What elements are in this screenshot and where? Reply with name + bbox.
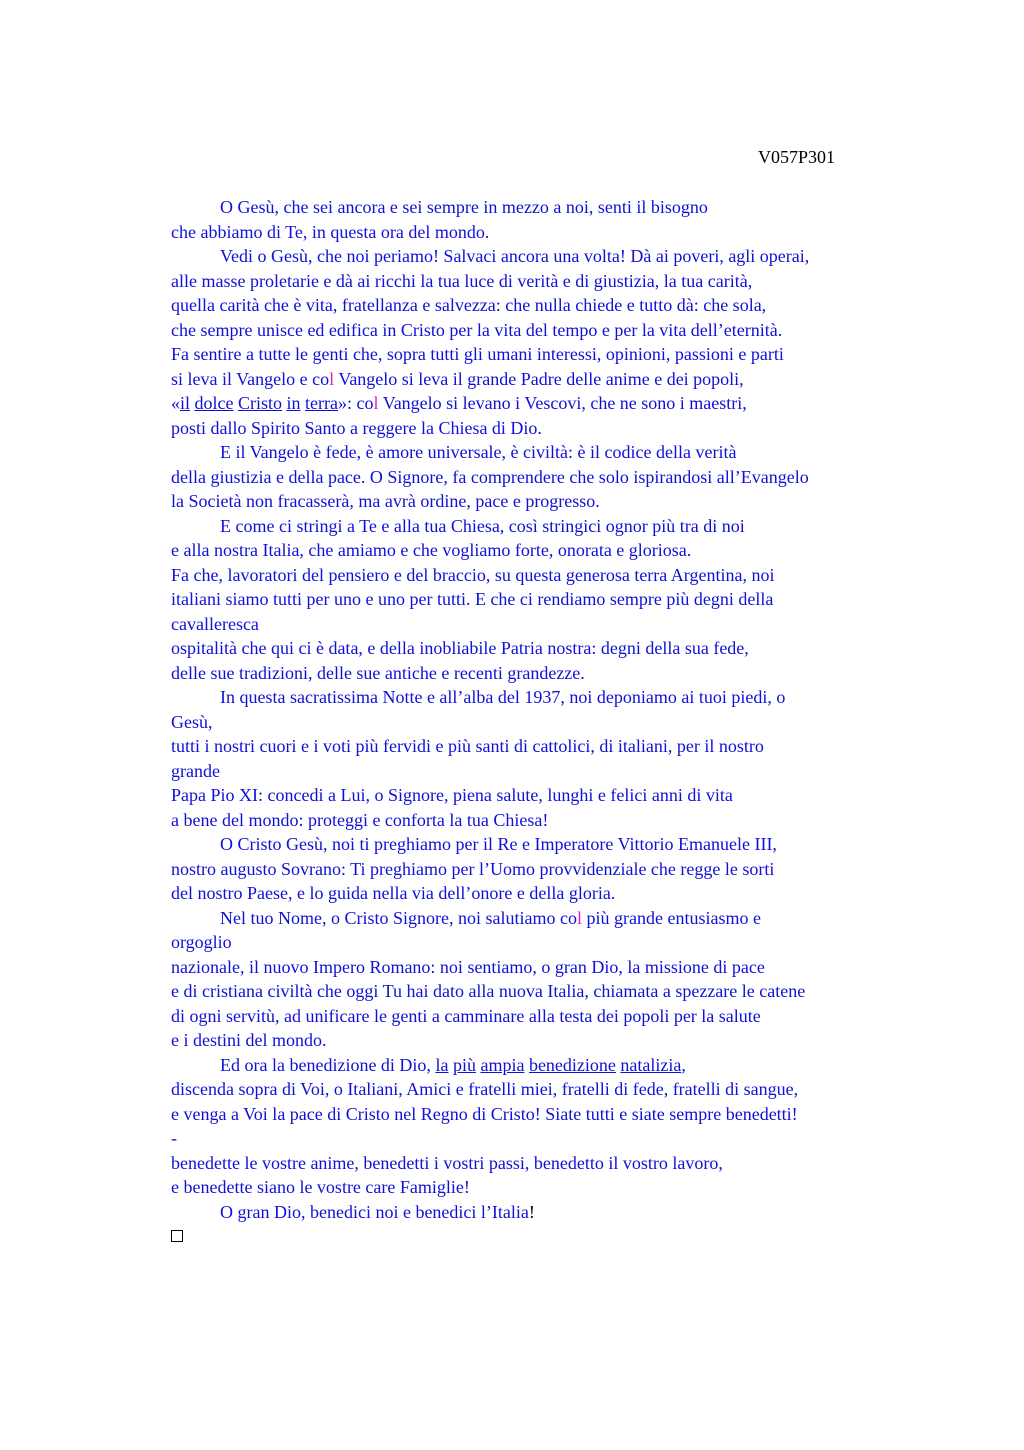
- text-line: Fa sentire a tutte le genti che, sopra tutti gli umani interessi, opinioni, passioni e parti: [171, 344, 784, 364]
- text-line: Fa che, lavoratori del pensiero e del braccio, su questa generosa terra Argentina, noi: [171, 564, 775, 585]
- text-segment: Ed ora la benedizione di Dio,: [220, 1054, 436, 1075]
- text-line: Gesù,: [171, 711, 213, 732]
- text-line: e i destini del mondo.: [171, 1030, 327, 1050]
- text-line: della giustizia e della pace. O Signore, fa comprendere che solo ispirandosi all’Evangelo: [171, 466, 809, 487]
- text-segment: O gran Dio, benedici noi e benedici l’Italia: [220, 1201, 529, 1222]
- text-line: del nostro Paese, e lo guida nella via dell’onore e della gloria.: [171, 883, 616, 903]
- text-line: che abbiamo di Te, in questa ora del mondo.: [171, 221, 490, 242]
- text-line: alle masse proletarie e dà ai ricchi la tua luce di verità e di giustizia, la tua carità,: [171, 270, 753, 291]
- text-line: [171, 1200, 931, 1225]
- text-line: a bene del mondo: proteggi e conforta la tua Chiesa!: [171, 809, 549, 830]
- text-line: grande: [171, 760, 220, 781]
- highlighted-letter: l: [576, 907, 582, 928]
- text-line: e venga a Voi la pace di Cristo nel Regno di Cristo! Siate tutti e siate sempre benedetti!: [171, 1103, 798, 1124]
- underlined-word: terra: [305, 393, 338, 413]
- text-line: che sempre unisce ed edifica in Cristo per la vita del tempo e per la vita dell’eternità.: [171, 319, 783, 340]
- underlined-word: ampia: [480, 1054, 525, 1075]
- text-line: Papa Pio XI: concedi a Lui, o Signore, piena salute, lunghi e felici anni di vita: [171, 785, 733, 805]
- end-box-line: [171, 1224, 931, 1249]
- text-line: O Cristo Gesù, noi ti preghiamo per il Re e Imperatore Vittorio Emanuele III,: [220, 834, 777, 854]
- text-line: delle sue tradizioni, delle sue antiche e recenti grandezze.: [171, 662, 585, 683]
- text-segment: più grande entusiasmo e: [581, 907, 761, 928]
- text-line: e di cristiana civiltà che oggi Tu hai dato alla nuova Italia, chiamata a spezzare le catene: [171, 981, 806, 1001]
- underlined-word: dolce: [194, 393, 234, 413]
- text-line: tutti i nostri cuori e i voti più fervidi e più santi di cattolici, di italiani, per il nostro: [171, 736, 764, 756]
- text-line: e alla nostra Italia, che amiamo e che vogliamo forte, onorata e gloriosa.: [171, 540, 692, 560]
- prayer-text: [171, 195, 931, 1249]
- text-line: nostro augusto Sovrano: Ti preghiamo per l’Uomo provvidenziale che regge le sorti: [171, 858, 775, 879]
- text-line: [171, 906, 931, 931]
- text-line: orgoglio: [171, 932, 232, 952]
- underlined-word: la: [435, 1054, 449, 1075]
- text-segment: «: [171, 393, 180, 413]
- underlined-word: Cristo: [238, 393, 283, 413]
- text-line: In questa sacratissima Notte e all’alba del 1937, noi deponiamo ai tuoi piedi, o: [220, 687, 786, 707]
- text-line: [171, 1053, 931, 1078]
- text-line: Vedi o Gesù, che noi periamo! Salvaci ancora una volta! Dà ai poveri, agli operai,: [220, 246, 810, 266]
- underlined-word: più: [452, 1054, 476, 1075]
- text-line: la Società non fracasserà, ma avrà ordine, pace e progresso.: [171, 491, 600, 511]
- text-segment: »: co: [338, 393, 374, 413]
- text-line: italiani siamo tutti per uno e uno per tutti. E che ci rendiamo sempre più degni della: [171, 589, 774, 609]
- highlighted-letter: l: [329, 368, 335, 389]
- text-line: E come ci stringi a Te e alla tua Chiesa, così stringici ognor più tra di noi: [220, 515, 745, 536]
- text-line: O Gesù, che sei ancora e sei sempre in mezzo a noi, senti il bisogno: [220, 197, 708, 217]
- text-line: [171, 367, 931, 392]
- text-line: benedette le vostre anime, benedetti i vostri passi, benedetto il vostro lavoro,: [171, 1152, 723, 1173]
- text-line: [171, 391, 931, 416]
- text-line: -: [171, 1128, 177, 1148]
- text-line: quella carità che è vita, fratellanza e salvezza: che nulla chiede e tutto dà: che sola,: [171, 295, 767, 315]
- text-line: E il Vangelo è fede, è amore universale, è civiltà: è il codice della verità: [220, 442, 737, 462]
- text-line: ospitalità che qui ci è data, e della inobliabile Patria nostra: degni della sua fede,: [171, 638, 749, 658]
- underlined-word: in: [286, 393, 301, 413]
- square-box-icon: [171, 1230, 183, 1242]
- highlighted-letter: l: [373, 393, 379, 413]
- text-line: nazionale, il nuovo Impero Romano: noi sentiamo, o gran Dio, la missione di pace: [171, 956, 765, 977]
- text-line: di ogni servitù, ad unificare le genti a camminare alla testa dei popoli per la salute: [171, 1005, 761, 1026]
- text-segment: Nel tuo Nome, o Cristo Signore, noi salutiamo co: [220, 907, 577, 928]
- text-line: e benedette siano le vostre care Famiglie!: [171, 1177, 470, 1197]
- text-segment: Vangelo si leva il grande Padre delle anime e dei popoli,: [334, 368, 744, 389]
- text-segment: Vangelo si levano i Vescovi, che ne sono i maestri,: [378, 393, 747, 413]
- text-line: posti dallo Spirito Santo a reggere la Chiesa di Dio.: [171, 417, 542, 438]
- document-code: V057P301: [758, 147, 836, 167]
- text-line: discenda sopra di Voi, o Italiani, Amici e fratelli miei, fratelli di fede, fratelli di sangue,: [171, 1079, 799, 1099]
- text-segment: ,: [681, 1054, 686, 1075]
- underlined-word: natalizia: [620, 1054, 682, 1075]
- text-line: cavalleresca: [171, 613, 259, 634]
- underlined-word: il: [180, 393, 191, 413]
- underlined-word: benedizione: [528, 1054, 616, 1075]
- text-segment: !: [528, 1201, 535, 1222]
- text-segment: si leva il Vangelo e co: [171, 368, 330, 389]
